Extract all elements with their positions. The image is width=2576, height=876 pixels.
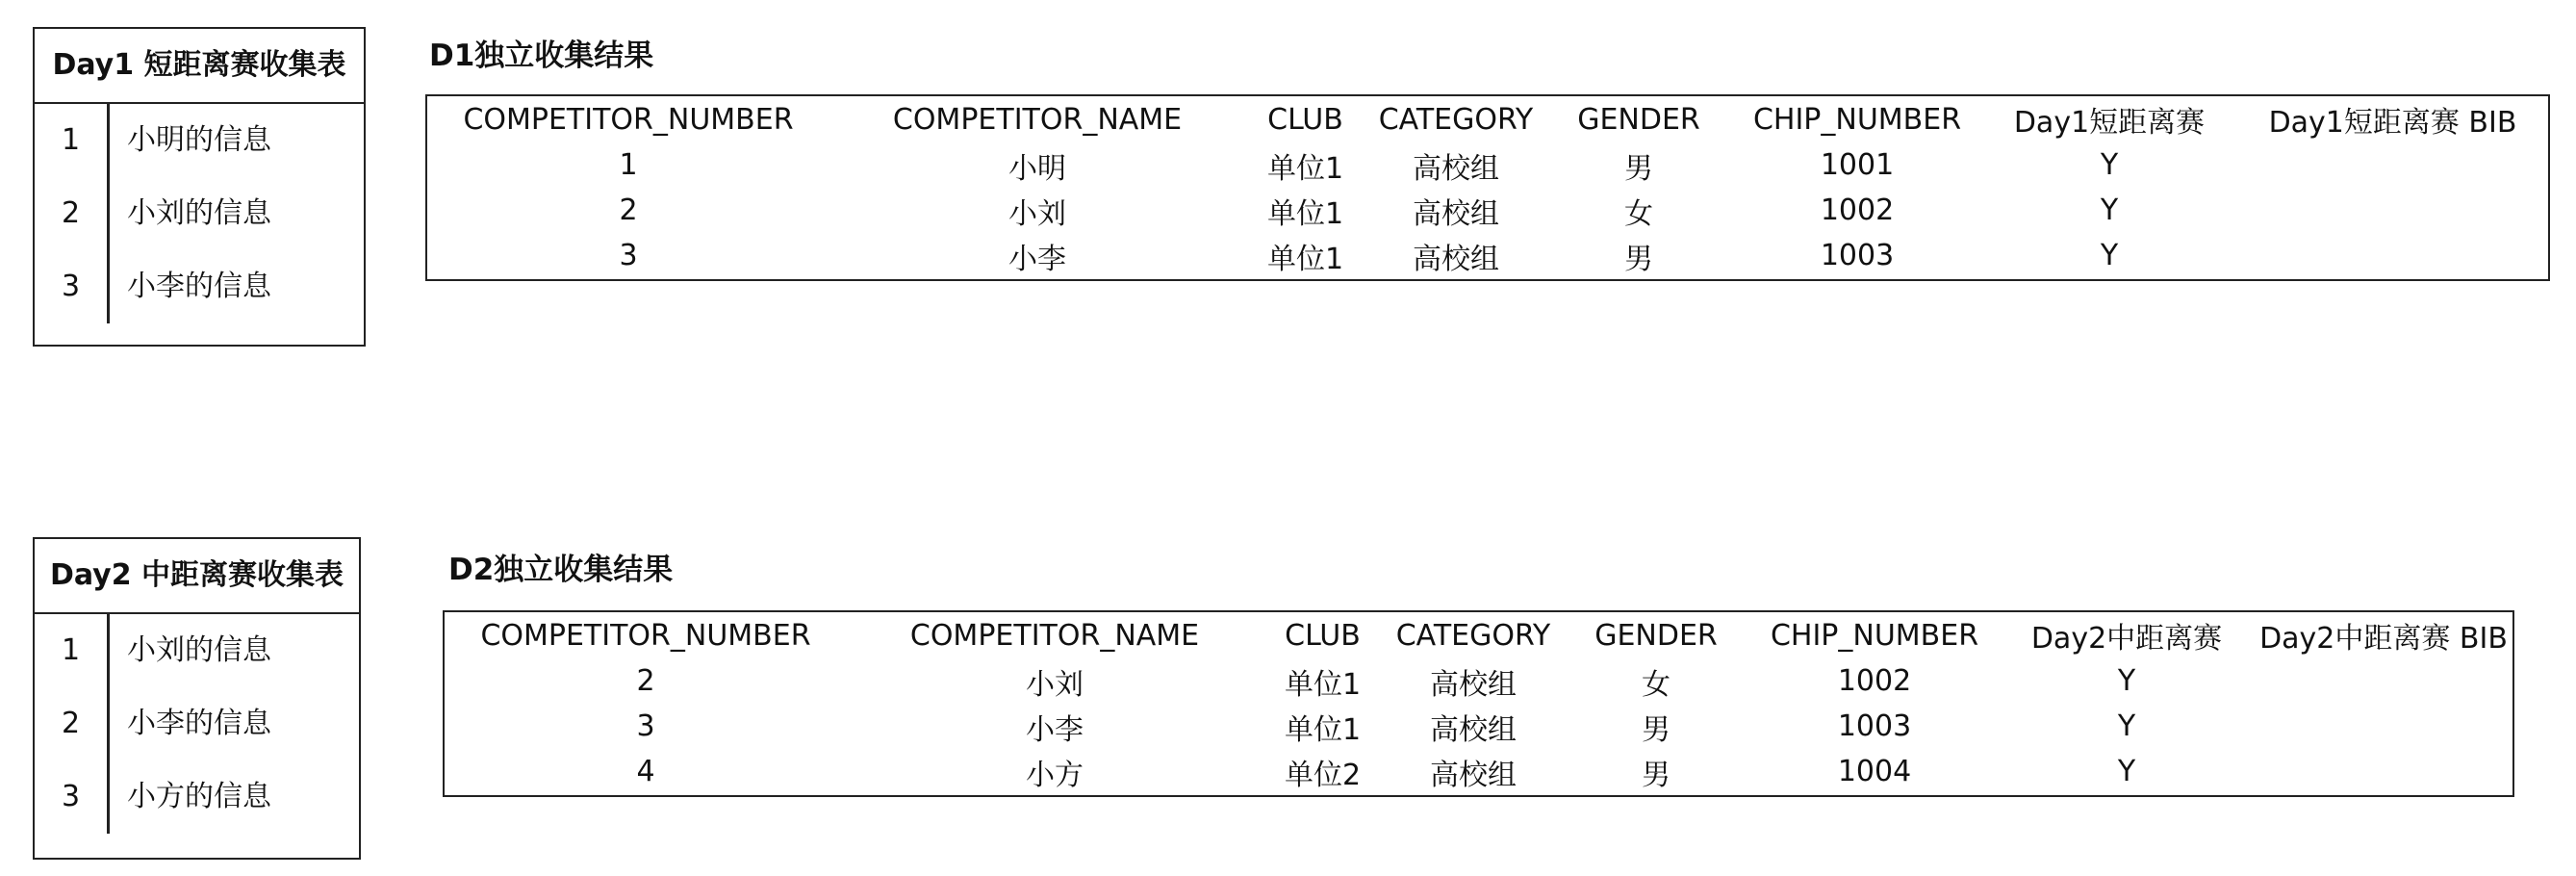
table-cell: 男 <box>1624 242 1653 276</box>
item-label: 小方的信息 <box>127 780 271 813</box>
table-cell: 高校组 <box>1430 758 1517 792</box>
table-cell: 1002 <box>1837 664 1912 698</box>
list-item <box>35 760 359 834</box>
table-cell <box>2235 233 2550 278</box>
item-label: 小李的信息 <box>127 707 271 740</box>
table-cell: 女 <box>1624 196 1653 231</box>
column-header: GENDER <box>1577 102 1700 137</box>
table-cell: 2 <box>636 664 655 698</box>
column-header: COMPETITOR_NUMBER <box>463 102 794 137</box>
item-number: 2 <box>61 707 81 740</box>
item-number: 2 <box>61 196 81 230</box>
column-header: COMPETITOR_NAME <box>892 102 1183 137</box>
table-cell: 单位1 <box>1266 196 1344 231</box>
column-header: Day2中距离赛 <box>2030 622 2223 656</box>
table-cell: 男 <box>1642 712 1671 747</box>
column-header: CLUB <box>1285 618 1361 653</box>
table-cell: Y <box>2100 239 2119 272</box>
day1-collect-title: Day1 短距离赛收集表 <box>35 29 364 104</box>
table-cell <box>2253 704 2514 749</box>
table-cell: 1002 <box>1820 193 1895 227</box>
item-label: 小刘的信息 <box>127 196 271 230</box>
table-cell: 单位1 <box>1266 151 1344 186</box>
table-row <box>445 749 2514 794</box>
table-cell: 高校组 <box>1430 712 1517 747</box>
table-row <box>427 188 2550 233</box>
day2-collect-list <box>35 614 359 834</box>
table-cell: 小方 <box>1026 758 1084 792</box>
table-cell: 男 <box>1624 151 1653 186</box>
table-row <box>445 704 2514 749</box>
day1-result-table <box>425 94 2550 281</box>
table-header-row <box>427 96 2550 142</box>
column-header: Day1短距离赛 BIB <box>2268 106 2517 140</box>
day1-result-title: D1独立收集结果 <box>429 39 654 73</box>
item-label: 小明的信息 <box>127 123 271 157</box>
table-cell: 女 <box>1642 667 1671 702</box>
table-cell: 高校组 <box>1430 667 1517 702</box>
table-cell: 1003 <box>1820 239 1895 272</box>
table-cell: Y <box>2100 193 2119 227</box>
list-item <box>35 177 364 250</box>
list-item <box>35 687 359 760</box>
table-cell: 单位1 <box>1284 712 1362 747</box>
table-cell: 1004 <box>1837 755 1912 788</box>
column-header: Day1短距离赛 <box>2013 106 2206 140</box>
item-number: 3 <box>61 270 81 303</box>
table-cell: 高校组 <box>1413 242 1499 276</box>
table-cell: Y <box>2117 664 2136 698</box>
table-cell: 小刘 <box>1026 667 1084 702</box>
day2-collect-title: Day2 中距离赛收集表 <box>35 539 359 614</box>
list-item <box>35 250 364 323</box>
table-cell: 小刘 <box>1008 196 1066 231</box>
table-cell <box>2235 188 2550 233</box>
table-cell: 4 <box>636 755 655 788</box>
column-header: Day2中距离赛 BIB <box>2259 622 2508 656</box>
table-cell: 小明 <box>1008 151 1066 186</box>
column-header: COMPETITOR_NUMBER <box>480 618 811 653</box>
table-row <box>427 142 2550 188</box>
table-cell <box>2235 142 2550 188</box>
table-row <box>427 233 2550 278</box>
item-number: 1 <box>61 633 81 667</box>
table-cell <box>2253 749 2514 794</box>
table-header-row <box>445 612 2514 658</box>
table-cell: 单位1 <box>1266 242 1344 276</box>
list-item <box>35 614 359 687</box>
table-cell: Y <box>2100 148 2119 182</box>
column-header: CATEGORY <box>1395 618 1551 653</box>
item-number: 1 <box>61 123 81 157</box>
item-label: 小刘的信息 <box>127 633 271 667</box>
table-cell: 男 <box>1642 758 1671 792</box>
table-cell: Y <box>2117 755 2136 788</box>
table-cell: 1 <box>619 148 638 182</box>
column-header: CHIP_NUMBER <box>1770 618 1979 653</box>
column-header: CLUB <box>1267 102 1343 137</box>
table-cell: 1001 <box>1820 148 1895 182</box>
table-cell <box>2253 658 2514 704</box>
item-number: 3 <box>61 780 81 813</box>
table-row <box>445 658 2514 704</box>
day2-collect-form <box>33 537 361 860</box>
list-item <box>35 104 364 177</box>
table-cell: 3 <box>619 239 638 272</box>
day2-result-title: D2独立收集结果 <box>448 553 674 587</box>
table-cell: 1003 <box>1837 709 1912 743</box>
column-header: CATEGORY <box>1378 102 1534 137</box>
column-header: GENDER <box>1594 618 1718 653</box>
table-cell: 单位1 <box>1284 667 1362 702</box>
table-cell: 小李 <box>1008 242 1066 276</box>
table-cell: 高校组 <box>1413 196 1499 231</box>
column-header: COMPETITOR_NAME <box>909 618 1200 653</box>
table-cell: 高校组 <box>1413 151 1499 186</box>
day1-collect-form <box>33 27 366 347</box>
table-cell: 3 <box>636 709 655 743</box>
table-cell: 单位2 <box>1284 758 1362 792</box>
table-cell: Y <box>2117 709 2136 743</box>
day1-collect-list <box>35 104 364 323</box>
table-cell: 2 <box>619 193 638 227</box>
item-label: 小李的信息 <box>127 270 271 303</box>
table-cell: 小李 <box>1026 712 1084 747</box>
column-header: CHIP_NUMBER <box>1752 102 1962 137</box>
day2-result-table <box>443 610 2514 797</box>
